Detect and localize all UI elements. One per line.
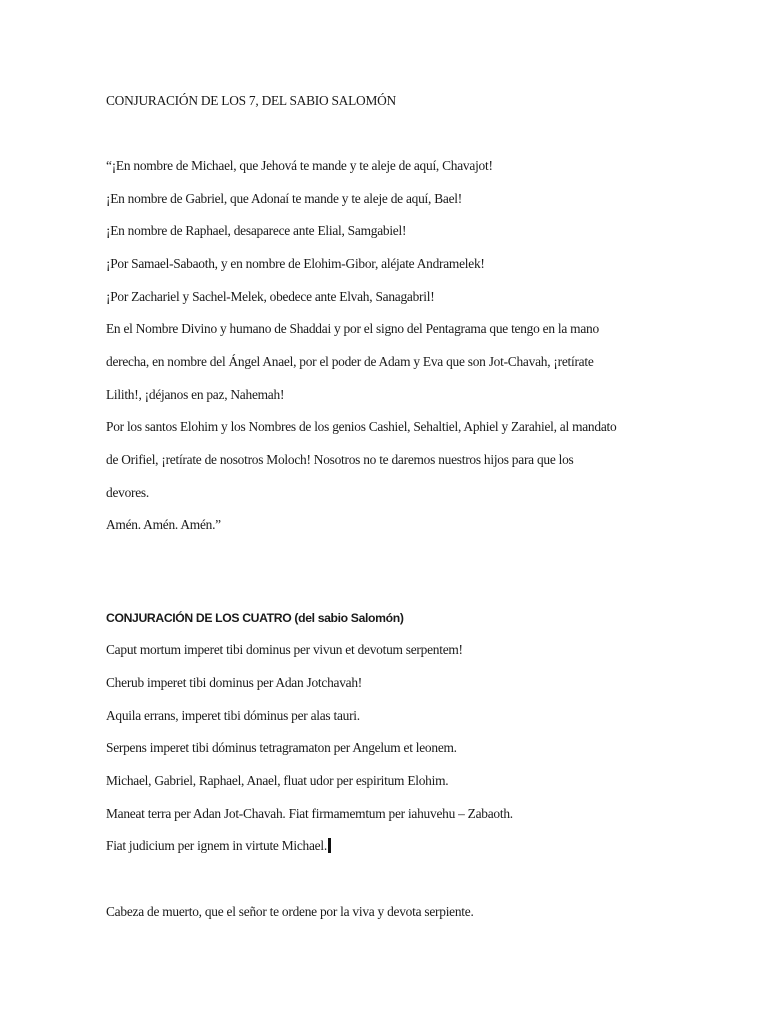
text-line: de Orifiel, ¡retírate de nosotros Moloch! Nosotros no te daremos nuestros hijos para que los [106, 452, 574, 467]
text-line: “¡En nombre de Michael, que Jehová te mande y te aleje de aquí, Chavajot! [106, 158, 493, 173]
text-line: Cherub imperet tibi dominus per Adan Jotchavah! [106, 675, 363, 690]
text-line: Amén. Amén. Amén.” [106, 517, 221, 532]
text-line: devores. [106, 485, 149, 500]
text-line-with-cursor[interactable] [106, 838, 331, 854]
text-line: Fiat judicium per ignem in virtute Michael. [106, 838, 327, 853]
text-line: Michael, Gabriel, Raphael, Anael, fluat udor per espiritum Elohim. [106, 773, 449, 788]
text-line: Por los santos Elohim y los Nombres de los genios Cashiel, Sehaltiel, Aphiel y Zarahiel, al mandato [106, 419, 617, 434]
text-line: ¡Por Samael-Sabaoth, y en nombre de Elohim-Gibor, aléjate Andramelek! [106, 256, 485, 271]
text-cursor [328, 838, 331, 853]
text-line: Maneat terra per Adan Jot-Chavah. Fiat firmamemtum per iahuvehu – Zabaoth. [106, 806, 513, 821]
text-line: En el Nombre Divino y humano de Shaddai y por el signo del Pentagrama que tengo en la mano [106, 321, 599, 336]
text-line: Aquila errans, imperet tibi dóminus per alas tauri. [106, 708, 360, 723]
heading-conjuracion-de-los-cuatro: CONJURACIÓN DE LOS CUATRO (del sabio Salomón) [106, 611, 404, 625]
text-line: Caput mortum imperet tibi dominus per vivun et devotum serpentem! [106, 642, 463, 657]
text-line: ¡En nombre de Raphael, desaparece ante Elial, Samgabiel! [106, 223, 407, 238]
text-line: ¡En nombre de Gabriel, que Adonaí te mande y te aleje de aquí, Bael! [106, 191, 462, 206]
text-line: Cabeza de muerto, que el señor te ordene por la viva y devota serpiente. [106, 904, 474, 919]
title-conjuracion-de-los-7: CONJURACIÓN DE LOS 7, DEL SABIO SALOMÓN [106, 93, 396, 108]
text-line: derecha, en nombre del Ángel Anael, por el poder de Adam y Eva que son Jot-Chavah, ¡retírate [106, 354, 594, 369]
text-line: Lilith!, ¡déjanos en paz, Nahemah! [106, 387, 285, 402]
text-line: Serpens imperet tibi dóminus tetragramaton per Angelum et leonem. [106, 740, 457, 755]
text-line: ¡Por Zachariel y Sachel-Melek, obedece ante Elvah, Sanagabril! [106, 289, 435, 304]
